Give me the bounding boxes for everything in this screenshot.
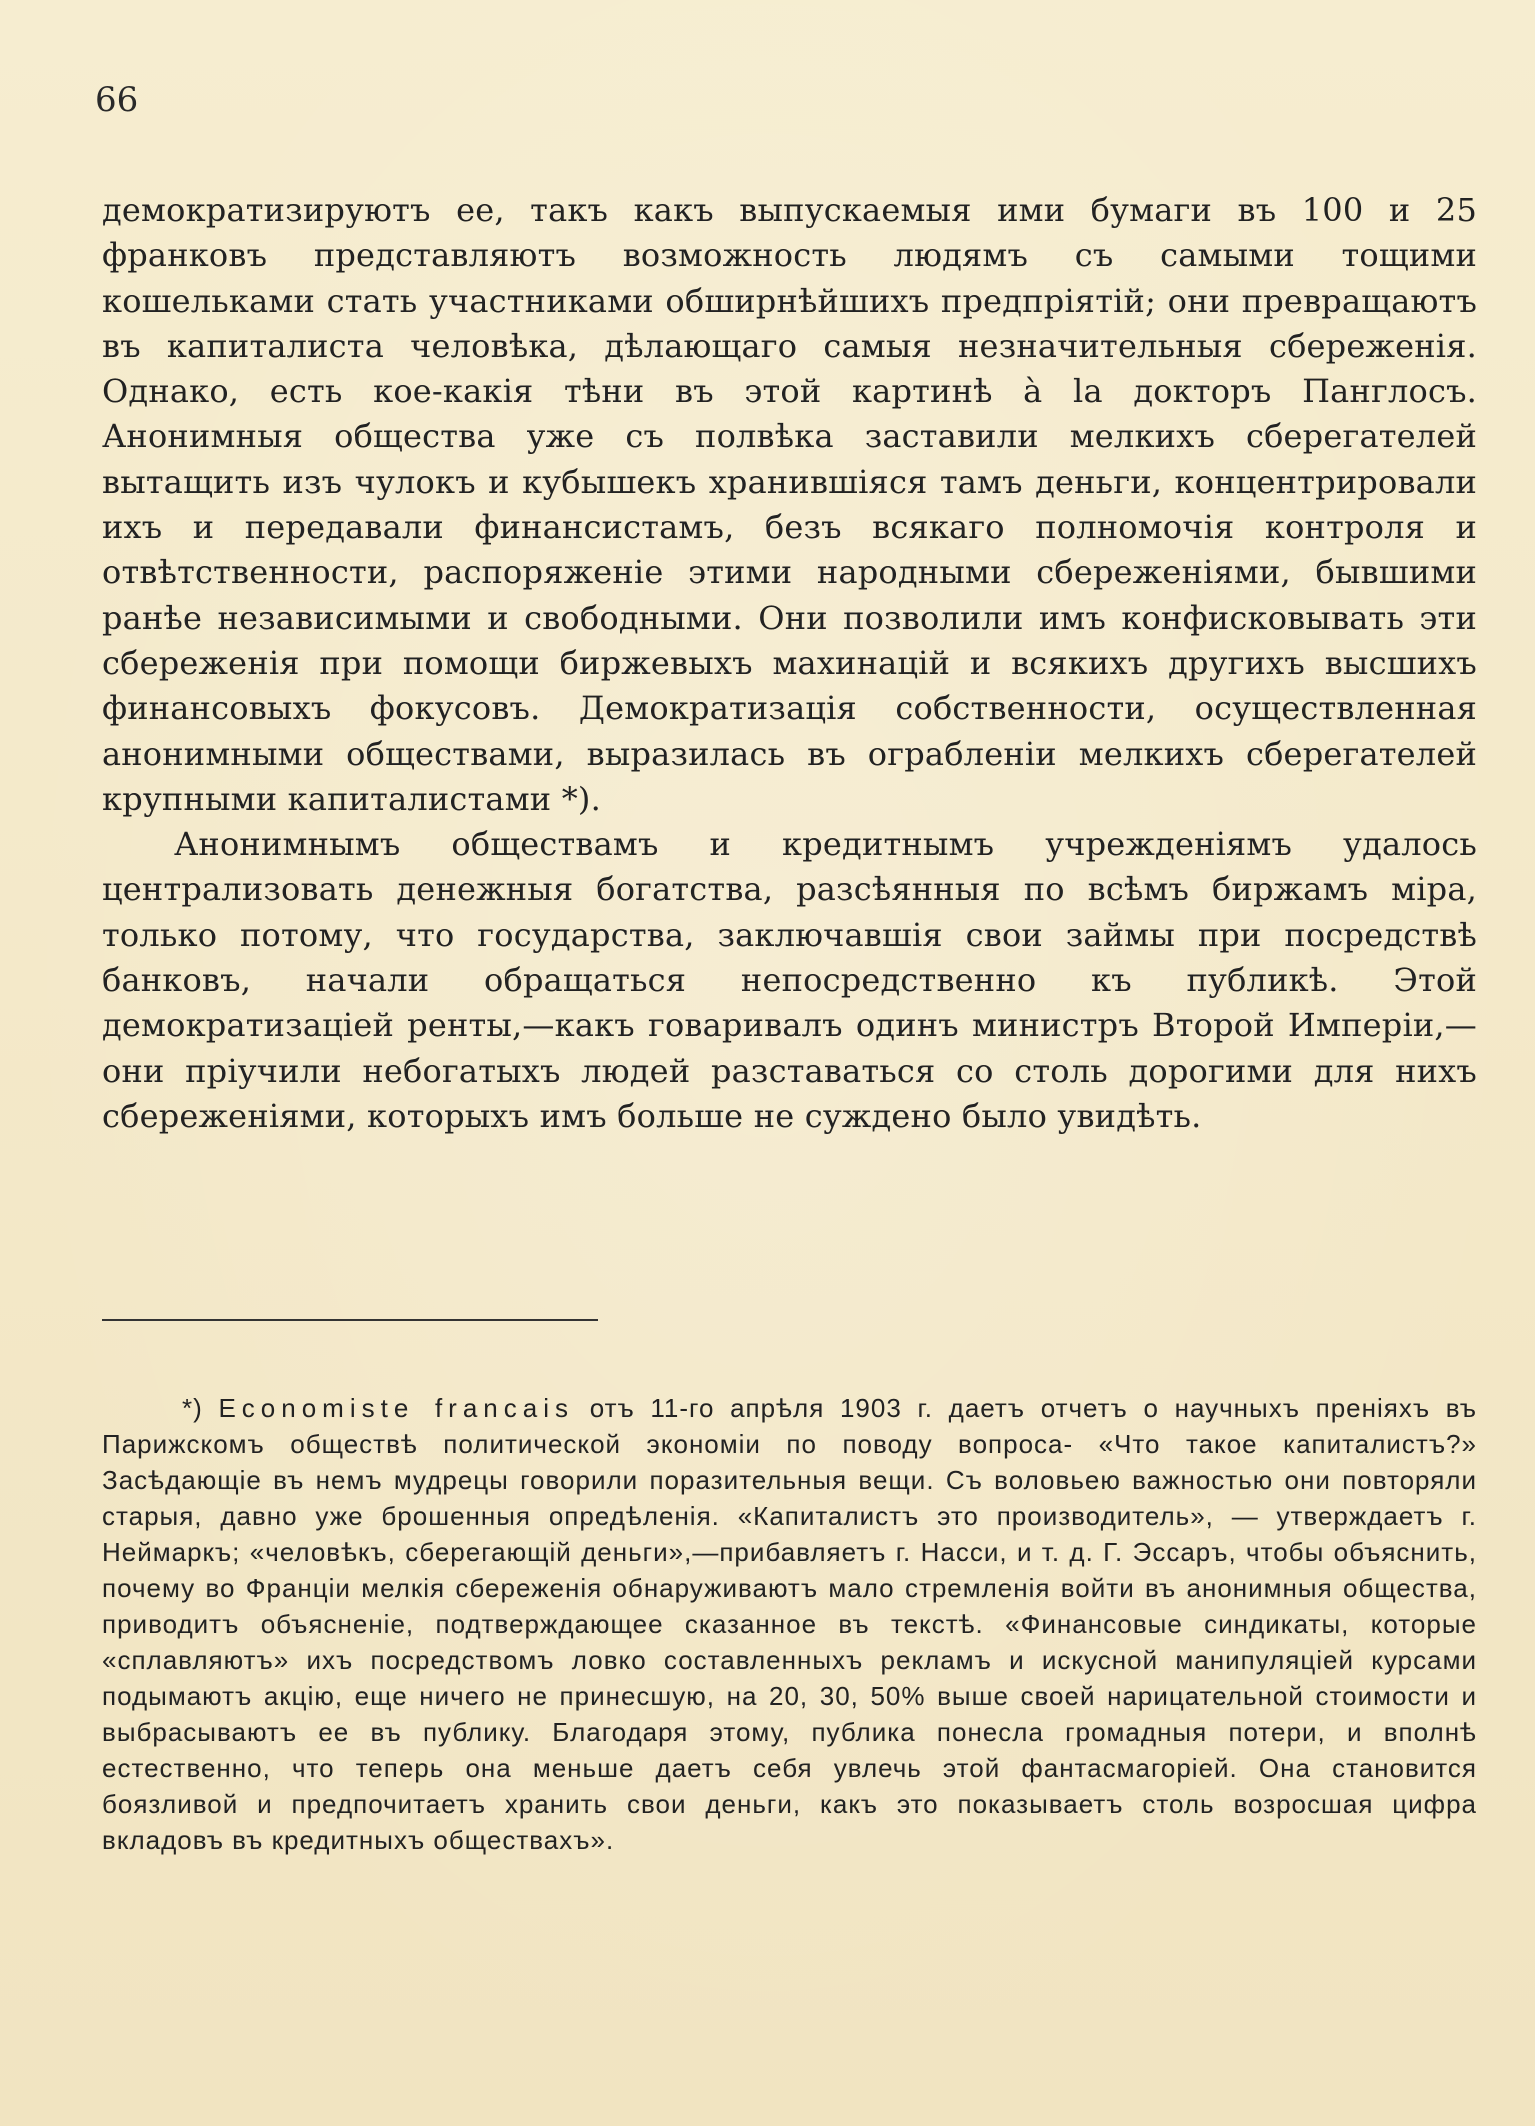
footnote-source-title: Economiste francais: [218, 1393, 575, 1423]
footnote-text: отъ 11-го апрѣля 1903 г. даетъ отчетъ о научныхъ преніяхъ въ Парижскомъ обществѣ политической экономіи по поводу вопроса- «Что такое капиталистъ?» Засѣдающіе въ немъ мудрецы говорили поразительныя вещи. Съ воловьею важностью они повторяли старыя, давно уже брошенныя опредѣленія. «Капиталистъ это производитель», — утверждаетъ г. Неймаркъ; «человѣкъ, сберегающій деньги»,—прибавляетъ г. Насси, и т. д. Г. Эссаръ, чтобы объяснить, почему во Франціи мелкія сбереженія обнаруживаютъ мало стремленія войти въ анонимныя общества, приводитъ объясненіе, подтверждающее сказанное въ текстѣ. «Финансовые синдикаты, которые «сплавляютъ» ихъ посредствомъ ловко составленныхъ рекламъ и искусной манипуляціей курсами подымаютъ акцію, еще ничего не принесшую, на 20, 30, 50% выше своей нарицательной стоимости и выбрасываютъ ее въ публику. Благодаря этому, публика понесла громадныя потери, и вполнѣ естественно, что теперь она меньше даетъ себя увлечь этой фантасмагоріей. Она становится боязливой и предпочитаетъ хранить свои деньги, какъ это показываетъ столь возросшая цифра вкладовъ въ кредитныхъ обществахъ».: [102, 1393, 1477, 1855]
footnote-divider: [102, 1319, 598, 1321]
page-number: 66: [95, 80, 139, 120]
footnote: [102, 1390, 1477, 1858]
paragraph-1: демократизируютъ ее, такъ какъ выпускаемыя ими бумаги въ 100 и 25 франковъ представляютъ возможность людямъ съ самыми тощими кошельками стать участниками обширнѣйшихъ предпріятій; они превращаютъ въ капиталиста человѣка, дѣлающаго самыя незначительныя сбереженія. Однако, есть кое-какія тѣни въ этой картинѣ à la докторъ Панглосъ. Анонимныя общества уже съ полвѣка заставили мелкихъ сберегателей вытащить изъ чулокъ и кубышекъ хранившіяся тамъ деньги, концентрировали ихъ и передавали финансистамъ, безъ всякаго полномочія контроля и отвѣтственности, распоряженіе этими народными сбереженіями, бывшими ранѣе независимыми и свободными. Они позволили имъ конфисковывать эти сбереженія при помощи биржевыхъ махинацій и всякихъ другихъ высшихъ финансовыхъ фокусовъ. Демократизація собственности, осуществленная анонимными обществами, выразилась въ ограбленіи мелкихъ сберегателей крупными капиталистами *).: [102, 191, 1477, 818]
paragraph-2: Анонимнымъ обществамъ и кредитнымъ учрежденіямъ удалось централизовать денежныя богатства, разсѣянныя по всѣмъ биржамъ міра, только потому, что государства, заключавшія свои займы при посредствѣ банковъ, начали обращаться непосредственно къ публикѣ. Этой демократизаціей ренты,—какъ говаривалъ одинъ министръ Второй Имперіи,—они пріучили небогатыхъ людей разставаться со столь дорогими для нихъ сбереженіями, которыхъ имъ больше не суждено было увидѣть.: [102, 825, 1477, 1135]
main-text-body: [102, 188, 1477, 1139]
footnote-marker: *): [182, 1393, 203, 1423]
